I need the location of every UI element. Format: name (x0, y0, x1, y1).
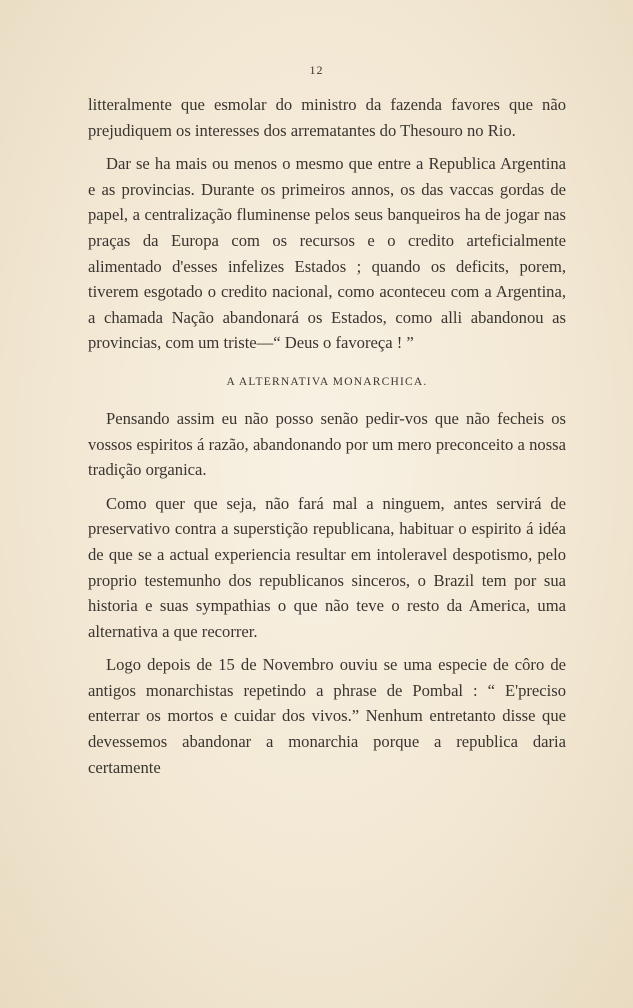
paragraph-3: Pensando assim eu não posso senão pedir-vos que não fecheis os vossos espiritos á razão, abandonando por um mero preconceito a nossa tradição organica. (88, 408, 566, 480)
paragraph-1: litteralmente que esmolar do ministro da fazenda favores que não prejudiquem os interesses dos arrematantes do Thesouro no Rio. (88, 95, 566, 140)
page-number: 12 (309, 63, 324, 77)
paragraph-4: Como quer que seja, não fará mal a ninguem, antes servirá de preservativo contra a superstição republicana, habituar o espirito á idéa de que se a actual experiencia resultar em intoleravel despotismo, pelo proprio testemunho dos republicanos sinceros, o Brazil tem por sua historia e suas sympathias o que não teve o resto da America, uma alternativa a que recorrer. (88, 493, 566, 641)
section-heading: A ALTERNATIVA MONARCHICA. (226, 375, 428, 388)
paragraph-5: Logo depois de 15 de Novembro ouviu se uma especie de côro de antigos monarchistas repetindo a phrase de Pombal : “ E'preciso enterrar os mortos e cuidar dos vivos.” Nenhum entretanto disse que devessemos abandonar a monarchia porque a republica daria certamente (88, 655, 566, 777)
paragraph-2: Dar se ha mais ou menos o mesmo que entre a Republica Argentina e as provincias. Durante os primeiros annos, os das vaccas gordas de papel, a centralização fluminense pelos seus banqueiros ha de jogar nas praças da Europa com os recursos e o credito arteficialmente alimentado d'esses infelizes Estados ; quando os deficits, porem, tiverem esgotado o credito nacional, como aconteceu com a Argentina, a chamada Nação abandonará os Estados, como alli abandonou as provincias, com um triste—“ Deus o favoreça ! ” (88, 154, 566, 353)
page-text (88, 92, 566, 780)
